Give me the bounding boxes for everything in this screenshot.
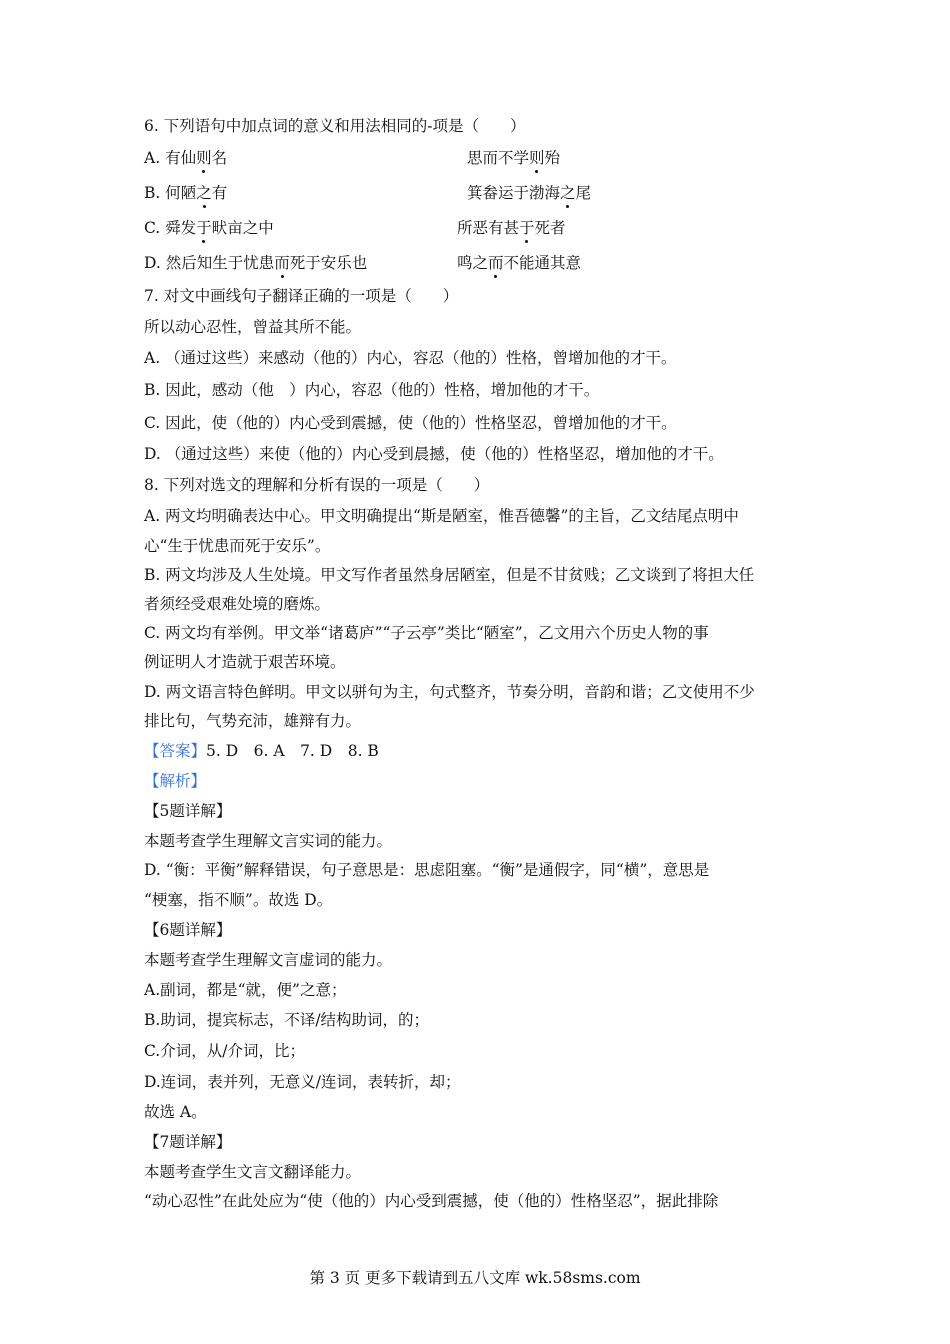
page-footer: 第 3 页 更多下载请到五八文库 wk.58sms.com xyxy=(309,1269,641,1287)
emphasis-dot-word: 则 xyxy=(196,149,212,167)
text: 鸣之 xyxy=(457,254,489,272)
q8-option-d-line1: D. 两文语言特色鲜明。甲文以骈句为主，句式整齐，节奏分明，音韵和谐；乙文使用不少 xyxy=(144,683,755,701)
option-label: C. xyxy=(144,219,166,237)
answer-text: 5. D 6. A 7. D 8. B xyxy=(206,742,379,760)
text: 殆 xyxy=(544,149,561,167)
q8-option-d-line2: 排比句，气势充沛，雄辩有力。 xyxy=(144,712,362,730)
emphasis-dot-word: 则 xyxy=(529,149,545,167)
text: 有 xyxy=(211,184,228,202)
answer-tag: 【答案】 xyxy=(144,742,207,760)
text: 所恶有甚 xyxy=(457,219,520,237)
q6-option-a-right xyxy=(467,148,560,168)
q6-option-b-right xyxy=(467,183,591,203)
detail-5-line1: 本题考查学生理解文言实词的能力。 xyxy=(144,832,393,850)
text: 然后知生于忧患 xyxy=(165,254,275,272)
detail-7-heading: 【7题详解】 xyxy=(144,1133,232,1151)
q8-option-c-line1: C. 两文均有举例。甲文举“诸葛庐”“子云亭”类比“陋室”，乙文用六个历史人物的事 xyxy=(144,624,709,642)
q7-option-c: C. 因此，使（他的）内心受到震撼，使（他的）性格坚忍，曾增加他的才干。 xyxy=(144,414,677,432)
text: 有仙 xyxy=(165,149,197,167)
text: 尾 xyxy=(575,184,592,202)
detail-6-line1: 本题考查学生理解文言虚词的能力。 xyxy=(144,951,393,969)
detail-5-heading: 【5题详解】 xyxy=(144,802,232,820)
q8-option-b-line1: B. 两文均涉及人生处境。甲文写作者虽然身居陋室，但是不甘贫贱；乙文谈到了将担大任 xyxy=(144,566,755,584)
q6-option-d-left xyxy=(144,253,367,273)
q8-option-b-line2: 者须经受艰难处境的磨炼。 xyxy=(144,595,331,613)
q8-option-a-line2: 心“生于忧患而死于安乐”。 xyxy=(144,537,331,555)
q7-option-a: A. （通过这些）来感动（他的）内心，容忍（他的）性格，曾增加他的才干。 xyxy=(144,349,677,367)
q8-option-a-line1: A. 两文均明确表达中心。甲文明确提出“斯是陋室，惟吾德馨”的主旨，乙文结尾点明中 xyxy=(144,507,739,525)
text: 畎亩之中 xyxy=(211,219,274,237)
detail-6-line4: C.介词，从/介词，比； xyxy=(144,1042,305,1060)
text: 舜发 xyxy=(165,219,197,237)
detail-6-heading: 【6题详解】 xyxy=(144,921,232,939)
detail-6-line6: 故选 A。 xyxy=(144,1103,207,1121)
emphasis-dot-word: 于 xyxy=(196,219,212,237)
option-label: D. xyxy=(144,254,166,272)
emphasis-dot-word: 而 xyxy=(488,254,504,272)
q6-option-a-left xyxy=(144,148,227,168)
emphasis-dot-word: 之 xyxy=(196,184,212,202)
detail-7-line2: “动心忍性”在此处应为“使（他的）内心受到震撼，使（他的）性格坚忍”，据此排除 xyxy=(144,1192,719,1210)
q6-option-d-right xyxy=(457,253,581,273)
q6-option-c-right xyxy=(457,218,566,238)
q7-sentence: 所以动心忍性，曾益其所不能。 xyxy=(144,318,362,336)
detail-6-line5: D.连词，表并列，无意义/连词，表转折，却； xyxy=(144,1073,461,1091)
text: 箕畚运于渤海 xyxy=(467,184,561,202)
q6-option-c-left xyxy=(144,218,274,238)
q8-stem: 8. 下列对选文的理解和分析有误的一项是（ ） xyxy=(144,476,490,494)
q6-stem: 6. 下列语句中加点词的意义和用法相同的-项是（ ） xyxy=(144,117,526,135)
q6-option-b-left xyxy=(144,183,227,203)
detail-6-line3: B.助词，提宾标志，不译/结构助词，的； xyxy=(144,1011,430,1029)
text: 死者 xyxy=(534,219,566,237)
text: 何陋 xyxy=(165,184,197,202)
q7-stem: 7. 对文中画线句子翻译正确的一项是（ ） xyxy=(144,287,459,305)
option-label: B. xyxy=(144,184,166,202)
emphasis-dot-word: 之 xyxy=(560,184,576,202)
option-label: A. xyxy=(144,149,166,167)
text: 不能通其意 xyxy=(503,254,582,272)
q8-option-c-line2: 例证明人才造就于艰苦环境。 xyxy=(144,653,346,671)
answer-line xyxy=(144,741,379,761)
analysis-tag: 【解析】 xyxy=(144,772,207,790)
text: 死于安乐也 xyxy=(289,254,368,272)
detail-5-line3: “梗塞，指不顺”。故选 D。 xyxy=(144,891,333,909)
q7-option-b: B. 因此，感动（他 ）内心，容忍（他的）性格，增加他的才干。 xyxy=(144,381,600,399)
text: 名 xyxy=(211,149,228,167)
detail-5-line2: D. “衡：平衡”解释错误，句子意思是：思虑阻塞。“衡”是通假字，同“横”，意思是 xyxy=(144,861,710,879)
q7-option-d: D. （通过这些）来使（他的）内心受到晨撼，使（他的）性格坚忍，增加他的才干。 xyxy=(144,445,724,463)
emphasis-dot-word: 而 xyxy=(274,254,290,272)
emphasis-dot-word: 于 xyxy=(519,219,535,237)
detail-6-line2: A.副词，都是“就，便”之意； xyxy=(144,981,347,999)
text: 思而不学 xyxy=(467,149,530,167)
detail-7-line1: 本题考查学生文言文翻译能力。 xyxy=(144,1163,362,1181)
